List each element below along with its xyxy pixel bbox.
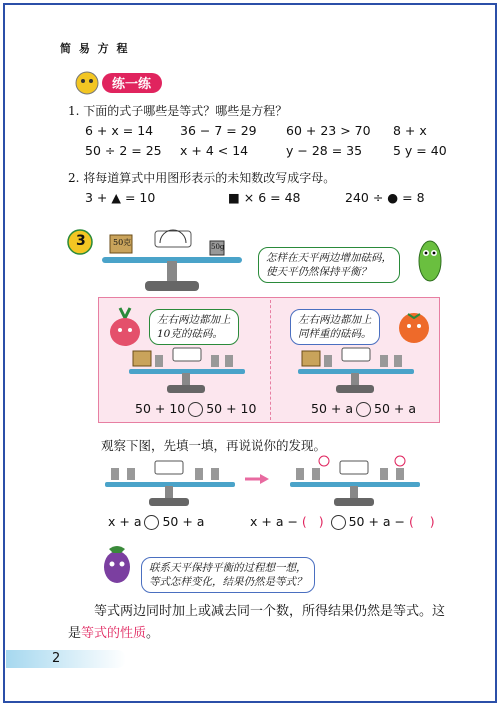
eq-part: 50 + 10 (135, 401, 186, 416)
bubble-line: 左右两边都加上 (157, 314, 231, 326)
q1-eq: 5 y = 40 (393, 143, 447, 158)
radish-character-icon (106, 306, 144, 348)
bubble-line: 使天平仍然保持平衡？ (266, 266, 371, 278)
q1-eq: 36 − 7 = 29 (180, 123, 257, 138)
bubble-line: 同样重的砝码。 (298, 328, 372, 340)
q1-eq: 8 + x (393, 123, 427, 138)
eq-part: 50 + 10 (206, 401, 257, 416)
bubble-line: 10克的砝码。 (157, 328, 223, 340)
conclusion-text: 等式两边同时加上或减去同一个数，所得结果仍然是等式。这是 (68, 604, 446, 641)
compare-blank[interactable] (356, 402, 371, 417)
q1-eq: 50 ÷ 2 = 25 (85, 143, 162, 158)
eq-part: 50 + a (374, 401, 416, 416)
balance-scale-icon (127, 345, 247, 395)
q2-eq: 240 ÷ ● = 8 (345, 190, 425, 205)
eq-part: 50 + a (162, 514, 205, 529)
q1-eq: 6 + x = 14 (85, 123, 154, 138)
page-number-tab (6, 650, 126, 668)
blank-close-paren: ( ) (405, 514, 435, 529)
compare-blank[interactable] (188, 402, 203, 417)
weight-label: 50g (211, 243, 225, 251)
reflection-bubble (141, 557, 315, 593)
eq-part: 50 + a − (348, 514, 405, 529)
bubble-line: 联系天平保持平衡的过程想一想， (149, 562, 307, 574)
eq-part: 50 + a (311, 401, 353, 416)
eggplant-character-icon (97, 540, 137, 585)
practice-badge-label: 练一练 (112, 77, 152, 92)
q2-eq: 3 + ▲ = 10 (85, 190, 156, 205)
question-1: 1. 下面的式子哪些是等式？哪些是方程？ (68, 104, 288, 118)
panel-divider (270, 300, 271, 420)
bubble-line: 左右两边都加上 (298, 314, 372, 326)
fill-equation-right (311, 401, 416, 417)
page-number: 2 (52, 651, 61, 666)
balance-scale-icon (296, 345, 416, 395)
balance-scale-icon (288, 455, 423, 508)
blank-open-paren: ( ) (297, 514, 328, 529)
fill-equation-left (135, 401, 256, 417)
question-bubble (258, 247, 400, 283)
compare-blank[interactable] (144, 515, 159, 530)
tomato-character-icon (394, 306, 434, 346)
observe-instruction: 观察下图，先填一填，再说说你的发现。 (101, 438, 327, 453)
compare-blank[interactable] (331, 515, 346, 530)
bubble-line: 怎样在天平两边增加砝码， (266, 252, 392, 264)
example-number: 3 (76, 233, 86, 249)
hint-bubble-right (290, 309, 380, 345)
eq-part: x + a (108, 514, 142, 529)
balance-scale-icon (103, 458, 238, 508)
conclusion-end: 。 (146, 626, 160, 641)
observe-equation-a (108, 514, 204, 530)
weight-label: 50克 (113, 238, 132, 247)
question-2: 2. 将每道算式中用图形表示的未知数改写成字母。 (68, 171, 336, 185)
hint-bubble-left (149, 309, 239, 345)
cactus-character-icon (410, 235, 450, 287)
arrow-right-icon (244, 473, 270, 485)
property-highlight: 等式的性质 (81, 626, 147, 641)
balance-scale-icon (100, 225, 245, 297)
eq-part: x + a − (250, 514, 298, 529)
q1-eq: y − 28 = 35 (286, 143, 363, 158)
q2-eq: ■ × 6 = 48 (228, 190, 301, 205)
conclusion-paragraph (68, 601, 448, 645)
bubble-line: 等式怎样变化，结果仍然是等式？ (149, 576, 307, 588)
section-header: 简 易 方 程 (60, 42, 130, 55)
observe-equation-b (250, 514, 435, 530)
q1-eq: 60 + 23 > 70 (286, 123, 371, 138)
q1-eq: x + 4 < 14 (180, 143, 249, 158)
